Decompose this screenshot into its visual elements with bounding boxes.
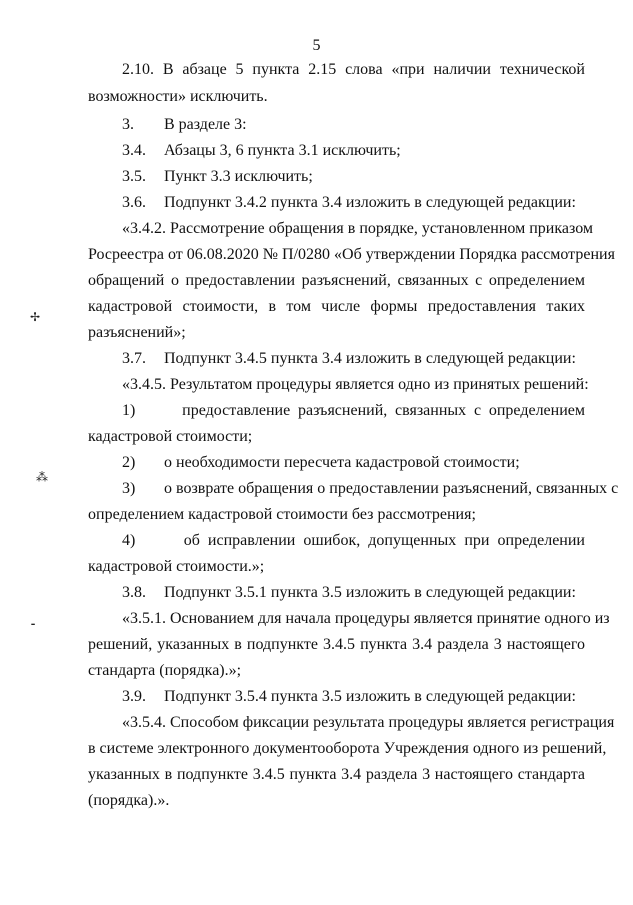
text-line: кадастровой стоимости, в том числе формы предоставления таких [88, 298, 585, 315]
text-line: разъяснений»; [88, 324, 186, 341]
list-item: 1) предоставление разъяснений, связанных с определением [122, 402, 586, 419]
text-line: решений, указанных в подпункте 3.4.5 пункта 3.4 раздела 3 настоящего [88, 636, 585, 653]
list-item: 3.8. Подпункт 3.5.1 пункта 3.5 изложить в следующей редакции: [122, 584, 576, 601]
list-item: 4) об исправлении ошибок, допущенных при определении [122, 532, 585, 549]
list-item: 3. В разделе 3: [122, 116, 247, 133]
text-line: стандарта (порядка).»; [88, 662, 242, 679]
list-item: 3.4. Абзацы 3, 6 пункта 3.1 исключить; [122, 142, 401, 159]
text-line: в системе электронного документооборота Учреждения одного из решений, [88, 740, 607, 757]
text-line: обращений о предоставлении разъяснений, связанных с определением [88, 272, 585, 289]
scan-mark: ⁂ [36, 470, 48, 484]
text-line: указанных в подпункте 3.4.5 пункта 3.4 раздела 3 настоящего стандарта [88, 766, 585, 783]
list-item: 3) о возврате обращения о предоставлении разъяснений, связанных с [122, 480, 619, 497]
text-line: 2.10. В абзаце 5 пункта 2.15 слова «при наличии технической [122, 61, 585, 78]
text-line: кадастровой стоимости.»; [88, 558, 265, 575]
scan-mark: ✢ [30, 310, 41, 324]
page-number: 5 [312, 37, 321, 54]
text-line: определением кадастровой стоимости без рассмотрения; [88, 506, 476, 523]
text-line: «3.4.5. Результатом процедуры является одно из принятых решений: [122, 376, 589, 393]
list-item: 3.5. Пункт 3.3 исключить; [122, 168, 313, 185]
text-line: (порядка).». [88, 792, 170, 809]
text-line: «3.5.1. Основанием для начала процедуры является принятие одного из [122, 610, 610, 627]
text-line: возможности» исключить. [88, 88, 268, 105]
list-item: 3.7. Подпункт 3.4.5 пункта 3.4 изложить в следующей редакции: [122, 350, 576, 367]
list-item: 2) о необходимости пересчета кадастровой стоимости; [122, 454, 520, 471]
text-line: «3.5.4. Способом фиксации результата процедуры является регистрация [122, 714, 615, 731]
list-item: 3.6. Подпункт 3.4.2 пункта 3.4 изложить в следующей редакции: [122, 194, 576, 211]
text-line: кадастровой стоимости; [88, 428, 253, 445]
list-item: 3.9. Подпункт 3.5.4 пункта 3.5 изложить в следующей редакции: [122, 688, 576, 705]
text-line: Росреестра от 06.08.2020 № П/0280 «Об утверждении Порядка рассмотрения [88, 246, 615, 263]
text-line: «3.4.2. Рассмотрение обращения в порядке, установленном приказом [122, 220, 594, 237]
scan-mark: ⁃ [30, 618, 36, 632]
